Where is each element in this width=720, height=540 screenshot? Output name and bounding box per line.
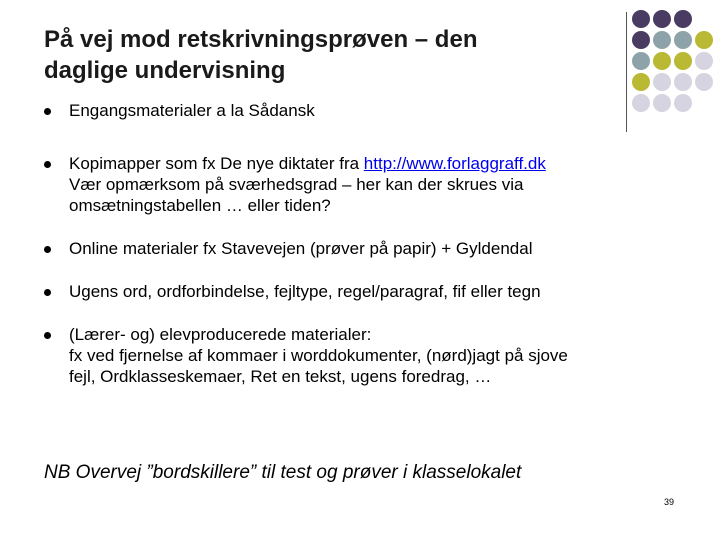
decorative-dot: [695, 73, 713, 91]
decorative-dot: [632, 73, 650, 91]
publisher-link[interactable]: http://www.forlaggraff.dk: [363, 154, 546, 173]
bullet-text: Online materialer fx Stavevejen (prøver på papir) + Gyldendal: [69, 239, 533, 258]
decorative-dot: [632, 10, 650, 28]
note-text: NB Overvej ”bordskillere” til test og prøver i klasselokalet: [44, 462, 522, 483]
decorative-dot: [632, 52, 650, 70]
bullet-line: [69, 281, 674, 302]
decorative-dot: [695, 52, 713, 70]
decorative-dot: [674, 73, 692, 91]
decorative-dot: [674, 10, 692, 28]
decorative-dot: [653, 73, 671, 91]
slide-title-line: daglige undervisning: [44, 57, 286, 84]
bullet-text: (Lærer- og) elevproducerede materialer:: [69, 325, 372, 344]
bullet-text: Vær opmærksom på sværhedsgrad – her kan der skrues via: [69, 175, 524, 194]
bullet-text: Ugens ord, ordforbindelse, fejltype, regel/paragraf, fif eller tegn: [69, 282, 541, 301]
bullet-line: [69, 100, 674, 121]
bullet-list: [44, 100, 674, 387]
decorative-dot: [653, 31, 671, 49]
bullet-item: [44, 238, 674, 259]
bullet-text: fx ved fjernelse af kommaer i worddokumenter, (nørd)jagt på sjove: [69, 346, 568, 365]
bullet-item: [44, 281, 674, 302]
bullet-text: fejl, Ordklasseskemaer, Ret en tekst, ugens foredrag, …: [69, 367, 492, 386]
bullet-line: [69, 345, 674, 366]
decorative-dot: [674, 52, 692, 70]
bullet-line: [69, 195, 674, 216]
bullet-line: [69, 324, 674, 345]
bullet-item: [44, 153, 674, 216]
bullet-text: omsætningstabellen … eller tiden?: [69, 196, 331, 215]
bullet-text: Engangsmaterialer a la Sådansk: [69, 101, 315, 120]
bullet-item: [44, 324, 674, 387]
decorative-dot: [695, 31, 713, 49]
bullet-line: [69, 174, 674, 195]
decorative-dot: [674, 31, 692, 49]
decorative-dot: [653, 10, 671, 28]
bullet-dot: [44, 289, 51, 296]
bullet-item: [44, 100, 674, 121]
decorative-dot: [653, 52, 671, 70]
bullet-line: [69, 238, 674, 259]
bullet-dot: [44, 332, 51, 339]
bullet-dot: [44, 108, 51, 115]
bullet-text: Kopimapper som fx De nye diktater fra: [69, 154, 364, 173]
slide-title-line: På vej mod retskrivningsprøven – den: [44, 26, 478, 53]
bullet-line: [69, 153, 674, 174]
bullet-dot: [44, 246, 51, 253]
decorative-dot: [632, 31, 650, 49]
page-number: 39: [664, 497, 675, 507]
bullet-line: [69, 366, 674, 387]
decorative-dot: [674, 94, 692, 112]
bullet-dot: [44, 161, 51, 168]
